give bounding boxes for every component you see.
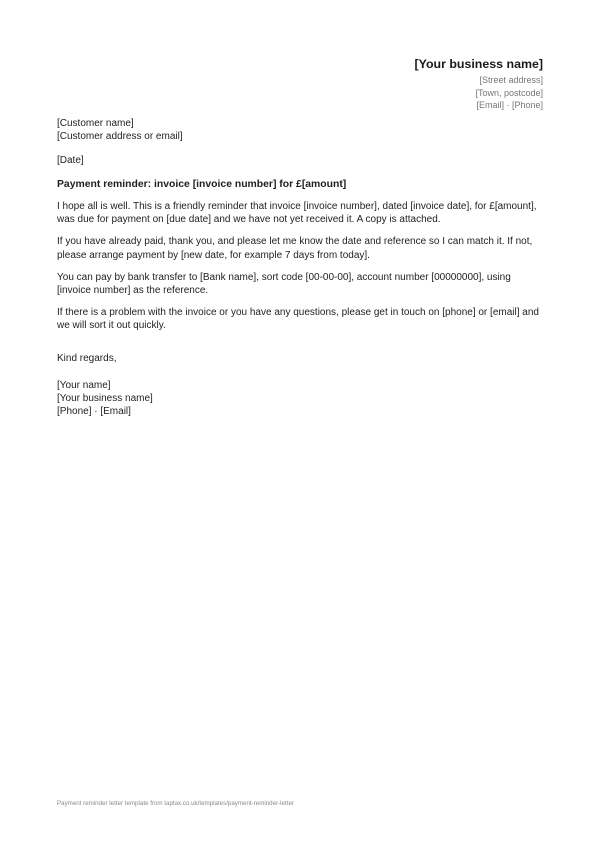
closing-line: Kind regards,	[57, 353, 117, 364]
letter-subject: Payment reminder: invoice [invoice number] for £[amount]	[57, 179, 347, 190]
signature-block	[57, 379, 547, 419]
recipient-name: [Customer name]	[57, 118, 134, 129]
sender-street-address: [Street address]	[479, 75, 543, 85]
signature-name: [Your name]	[57, 380, 111, 391]
signature-contact: [Phone] · [Email]	[57, 406, 131, 418]
sender-town-postcode: [Town, postcode]	[475, 87, 543, 98]
letter-body	[57, 200, 547, 342]
sender-block	[414, 56, 543, 112]
page-footer: Payment reminder letter template from taptax.co.uk/templates/payment-reminder-letter	[57, 800, 294, 807]
body-paragraph: I hope all is well. This is a friendly reminder that invoice [invoice number], dated [invoice date], for £[amount], was due for payment on [due date] and we have not yet received it. A copy is attached.	[57, 201, 537, 226]
body-paragraph: If there is a problem with the invoice or you have any questions, please get in touch on [phone] or [email] and we will sort it out quickly.	[57, 307, 539, 332]
recipient-address: [Customer address or email]	[57, 131, 183, 143]
letter-date: [Date]	[57, 155, 84, 166]
body-paragraph: You can pay by bank transfer to [Bank name], sort code [00-00-00], account number [00000000], using [invoice number] as the reference.	[57, 271, 511, 297]
sender-email-phone: [Email] · [Phone]	[476, 100, 543, 110]
signature-business-name: [Your business name]	[57, 393, 153, 405]
body-paragraph: If you have already paid, thank you, and please let me know the date and reference so I can match it. If not, please arrange payment by [new date, for example 7 days from today].	[57, 236, 533, 261]
sender-business-name: [Your business name]	[414, 57, 543, 71]
recipient-block	[57, 117, 547, 143]
